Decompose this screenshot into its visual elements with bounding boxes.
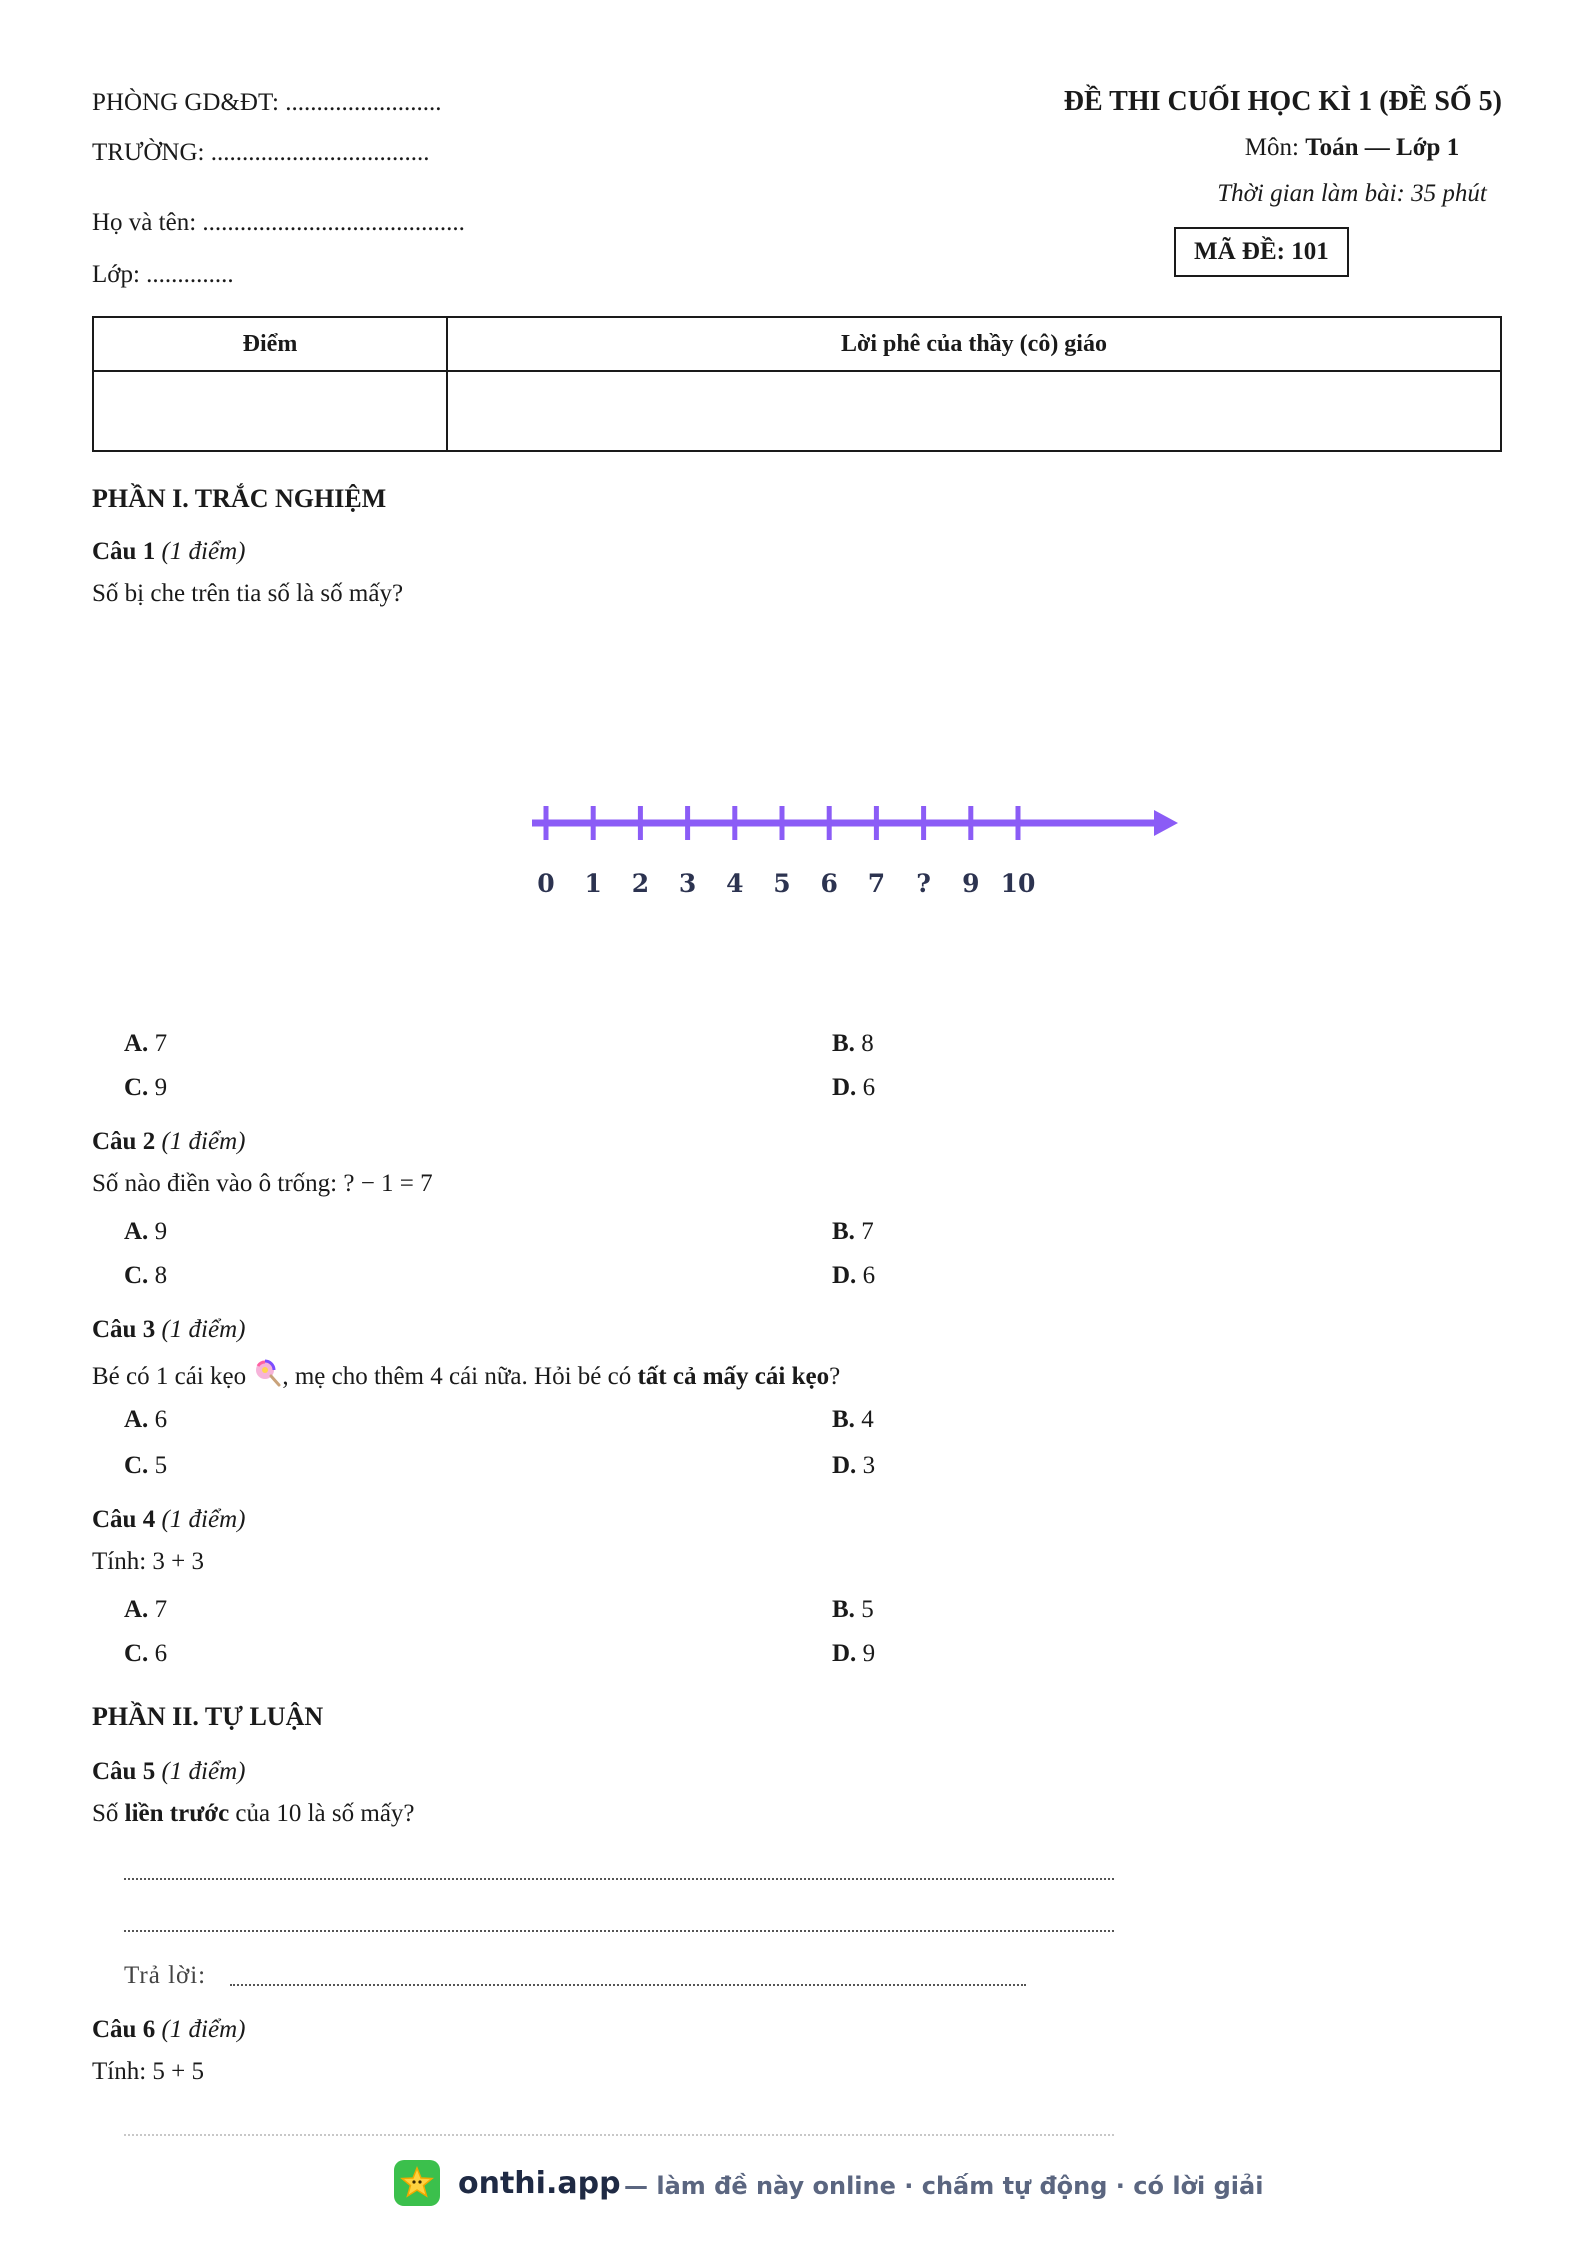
score-table (92, 316, 1502, 452)
footer-tagline: — làm đề này online · chấm tự động · có lời giải (624, 2172, 1264, 2200)
number-line-label: 0 (537, 869, 555, 898)
q1-label: Câu 1 (92, 538, 156, 565)
truong-field: TRƯỜNG: ................................... (92, 139, 430, 166)
q2-label: Câu 2 (92, 1128, 156, 1155)
q3-option-d[interactable]: D. 3 (832, 1452, 876, 1479)
number-line-arrow (1154, 810, 1178, 836)
q2-option-a-value: 9 (154, 1218, 168, 1245)
q2-points: (1 điểm) (161, 1128, 246, 1155)
q5-answer-line-1[interactable] (124, 1878, 1114, 1880)
q2-option-b-value: 7 (861, 1218, 874, 1245)
number-line-label: 6 (820, 869, 838, 898)
q4-option-b[interactable]: B. 5 (832, 1596, 874, 1623)
subject-line (1152, 134, 1552, 162)
q4-option-d-value: 9 (862, 1640, 876, 1667)
lollipop-icon (252, 1358, 282, 1388)
q5-text (92, 1800, 415, 1828)
comment-cell[interactable] (447, 371, 1501, 451)
q6-heading (92, 2016, 245, 2044)
q6-points: (1 điểm) (161, 2016, 246, 2043)
q2-option-c-value: 8 (154, 1262, 168, 1289)
q1-text: Số bị che trên tia số là số mấy? (92, 580, 404, 607)
q2-option-d-value: 6 (862, 1262, 876, 1289)
ho-ten-field: Họ và tên: .......................................... (92, 209, 465, 236)
part1-title: PHẦN I. TRẮC NGHIỆM (92, 484, 387, 513)
q4-heading (92, 1506, 245, 1534)
q3-option-a-value: 6 (154, 1406, 168, 1433)
q2-option-a[interactable]: A. 9 (124, 1218, 168, 1245)
q5-text-post: của 10 là số mấy? (229, 1800, 415, 1827)
q1-points: (1 điểm) (161, 538, 246, 565)
q5-heading (92, 1758, 245, 1786)
q2-text: Số nào điền vào ô trống: ? − 1 = 7 (92, 1170, 433, 1197)
q6-label: Câu 6 (92, 2016, 156, 2043)
q4-option-b-value: 5 (861, 1596, 874, 1623)
q5-answer-line-2[interactable] (124, 1930, 1114, 1932)
number-line-label: 4 (726, 869, 744, 898)
q2-heading (92, 1128, 245, 1156)
q2-option-b[interactable]: B. 7 (832, 1218, 874, 1245)
exam-code-box (1174, 227, 1349, 277)
q1-option-c[interactable]: C. 9 (124, 1074, 168, 1101)
exam-title: ĐỀ THI CUỐI HỌC KÌ 1 (ĐỀ SỐ 5) (1063, 86, 1502, 117)
phong-gd-field: PHÒNG GD&ĐT: ......................... (92, 89, 442, 116)
subject-prefix: Môn: (1244, 134, 1306, 161)
q3-text (92, 1358, 840, 1391)
exam-code: MÃ ĐỀ: 101 (1174, 227, 1349, 277)
score-cell[interactable] (93, 371, 447, 451)
number-line-label: 9 (962, 869, 980, 898)
q4-text: Tính: 3 + 3 (92, 1548, 205, 1575)
number-line-label: 2 (631, 869, 650, 898)
q1-option-d-value: 6 (862, 1074, 876, 1101)
q3-option-b[interactable]: B. 4 (832, 1406, 874, 1433)
exam-page (92, 0, 1502, 2244)
q6-answer-line-1[interactable] (124, 2134, 1114, 2136)
q4-points: (1 điểm) (161, 1506, 246, 1533)
q1-heading (92, 538, 245, 566)
q5-text-bold: liền trước (124, 1800, 230, 1827)
q1-option-b[interactable]: B. 8 (832, 1030, 874, 1057)
q4-option-a[interactable]: A. 7 (124, 1596, 168, 1623)
q5-text-pre: Số (92, 1800, 125, 1827)
q5-answer-field[interactable] (230, 1984, 1026, 1986)
q2-option-d[interactable]: D. 6 (832, 1262, 876, 1289)
q4-option-d[interactable]: D. 9 (832, 1640, 876, 1667)
q4-option-a-value: 7 (154, 1596, 168, 1623)
q1-option-d[interactable]: D. 6 (832, 1074, 876, 1101)
number-line-label: 10 (1000, 869, 1036, 898)
q3-text-bold: tất cả mấy cái kẹo (637, 1363, 830, 1390)
number-line (522, 790, 1182, 920)
footer-brand[interactable]: onthi.app (458, 2166, 621, 2201)
q3-option-b-value: 4 (861, 1406, 874, 1433)
onthi-logo[interactable] (394, 2160, 440, 2206)
q6-text: Tính: 5 + 5 (92, 2058, 205, 2085)
q5-answer-label: Trả lời: (124, 1962, 207, 1989)
q2-option-c[interactable]: C. 8 (124, 1262, 168, 1289)
part2-title: PHẦN II. TỰ LUẬN (92, 1702, 324, 1731)
subject-value: Toán — Lớp 1 (1305, 134, 1460, 161)
q3-option-c-value: 5 (154, 1452, 168, 1479)
q3-points: (1 điểm) (161, 1316, 246, 1343)
q3-text-post: ? (829, 1363, 841, 1390)
footer-bar (0, 2160, 1586, 2220)
q1-option-b-value: 8 (861, 1030, 874, 1057)
q5-label: Câu 5 (92, 1758, 156, 1785)
score-header: Điểm (93, 317, 447, 371)
q4-option-c[interactable]: C. 6 (124, 1640, 168, 1667)
q3-option-d-value: 3 (862, 1452, 876, 1479)
star-icon (394, 2160, 440, 2206)
q4-option-c-value: 6 (154, 1640, 168, 1667)
lop-field: Lớp: .............. (92, 261, 234, 288)
q3-option-c[interactable]: C. 5 (124, 1452, 168, 1479)
time-limit: Thời gian làm bài: 35 phút (1217, 180, 1487, 207)
q3-text-pre: Bé có 1 cái kẹo (92, 1363, 253, 1390)
q5-points: (1 điểm) (161, 1758, 246, 1785)
q3-option-a[interactable]: A. 6 (124, 1406, 168, 1433)
number-line-label: 5 (773, 869, 791, 898)
q3-text-mid: , mẹ cho thêm 4 cái nữa. Hỏi bé có (282, 1363, 638, 1390)
number-line-label: 1 (584, 869, 602, 898)
number-line-hidden-label: ? (916, 869, 931, 898)
q3-label: Câu 3 (92, 1316, 156, 1343)
q1-option-a[interactable]: A. 7 (124, 1030, 168, 1057)
q3-heading (92, 1316, 245, 1344)
number-line-label: 3 (678, 869, 697, 898)
number-line-label: 7 (867, 869, 886, 898)
q1-option-c-value: 9 (154, 1074, 168, 1101)
comment-header: Lời phê của thầy (cô) giáo (447, 317, 1501, 371)
q1-option-a-value: 7 (154, 1030, 168, 1057)
q4-label: Câu 4 (92, 1506, 156, 1533)
